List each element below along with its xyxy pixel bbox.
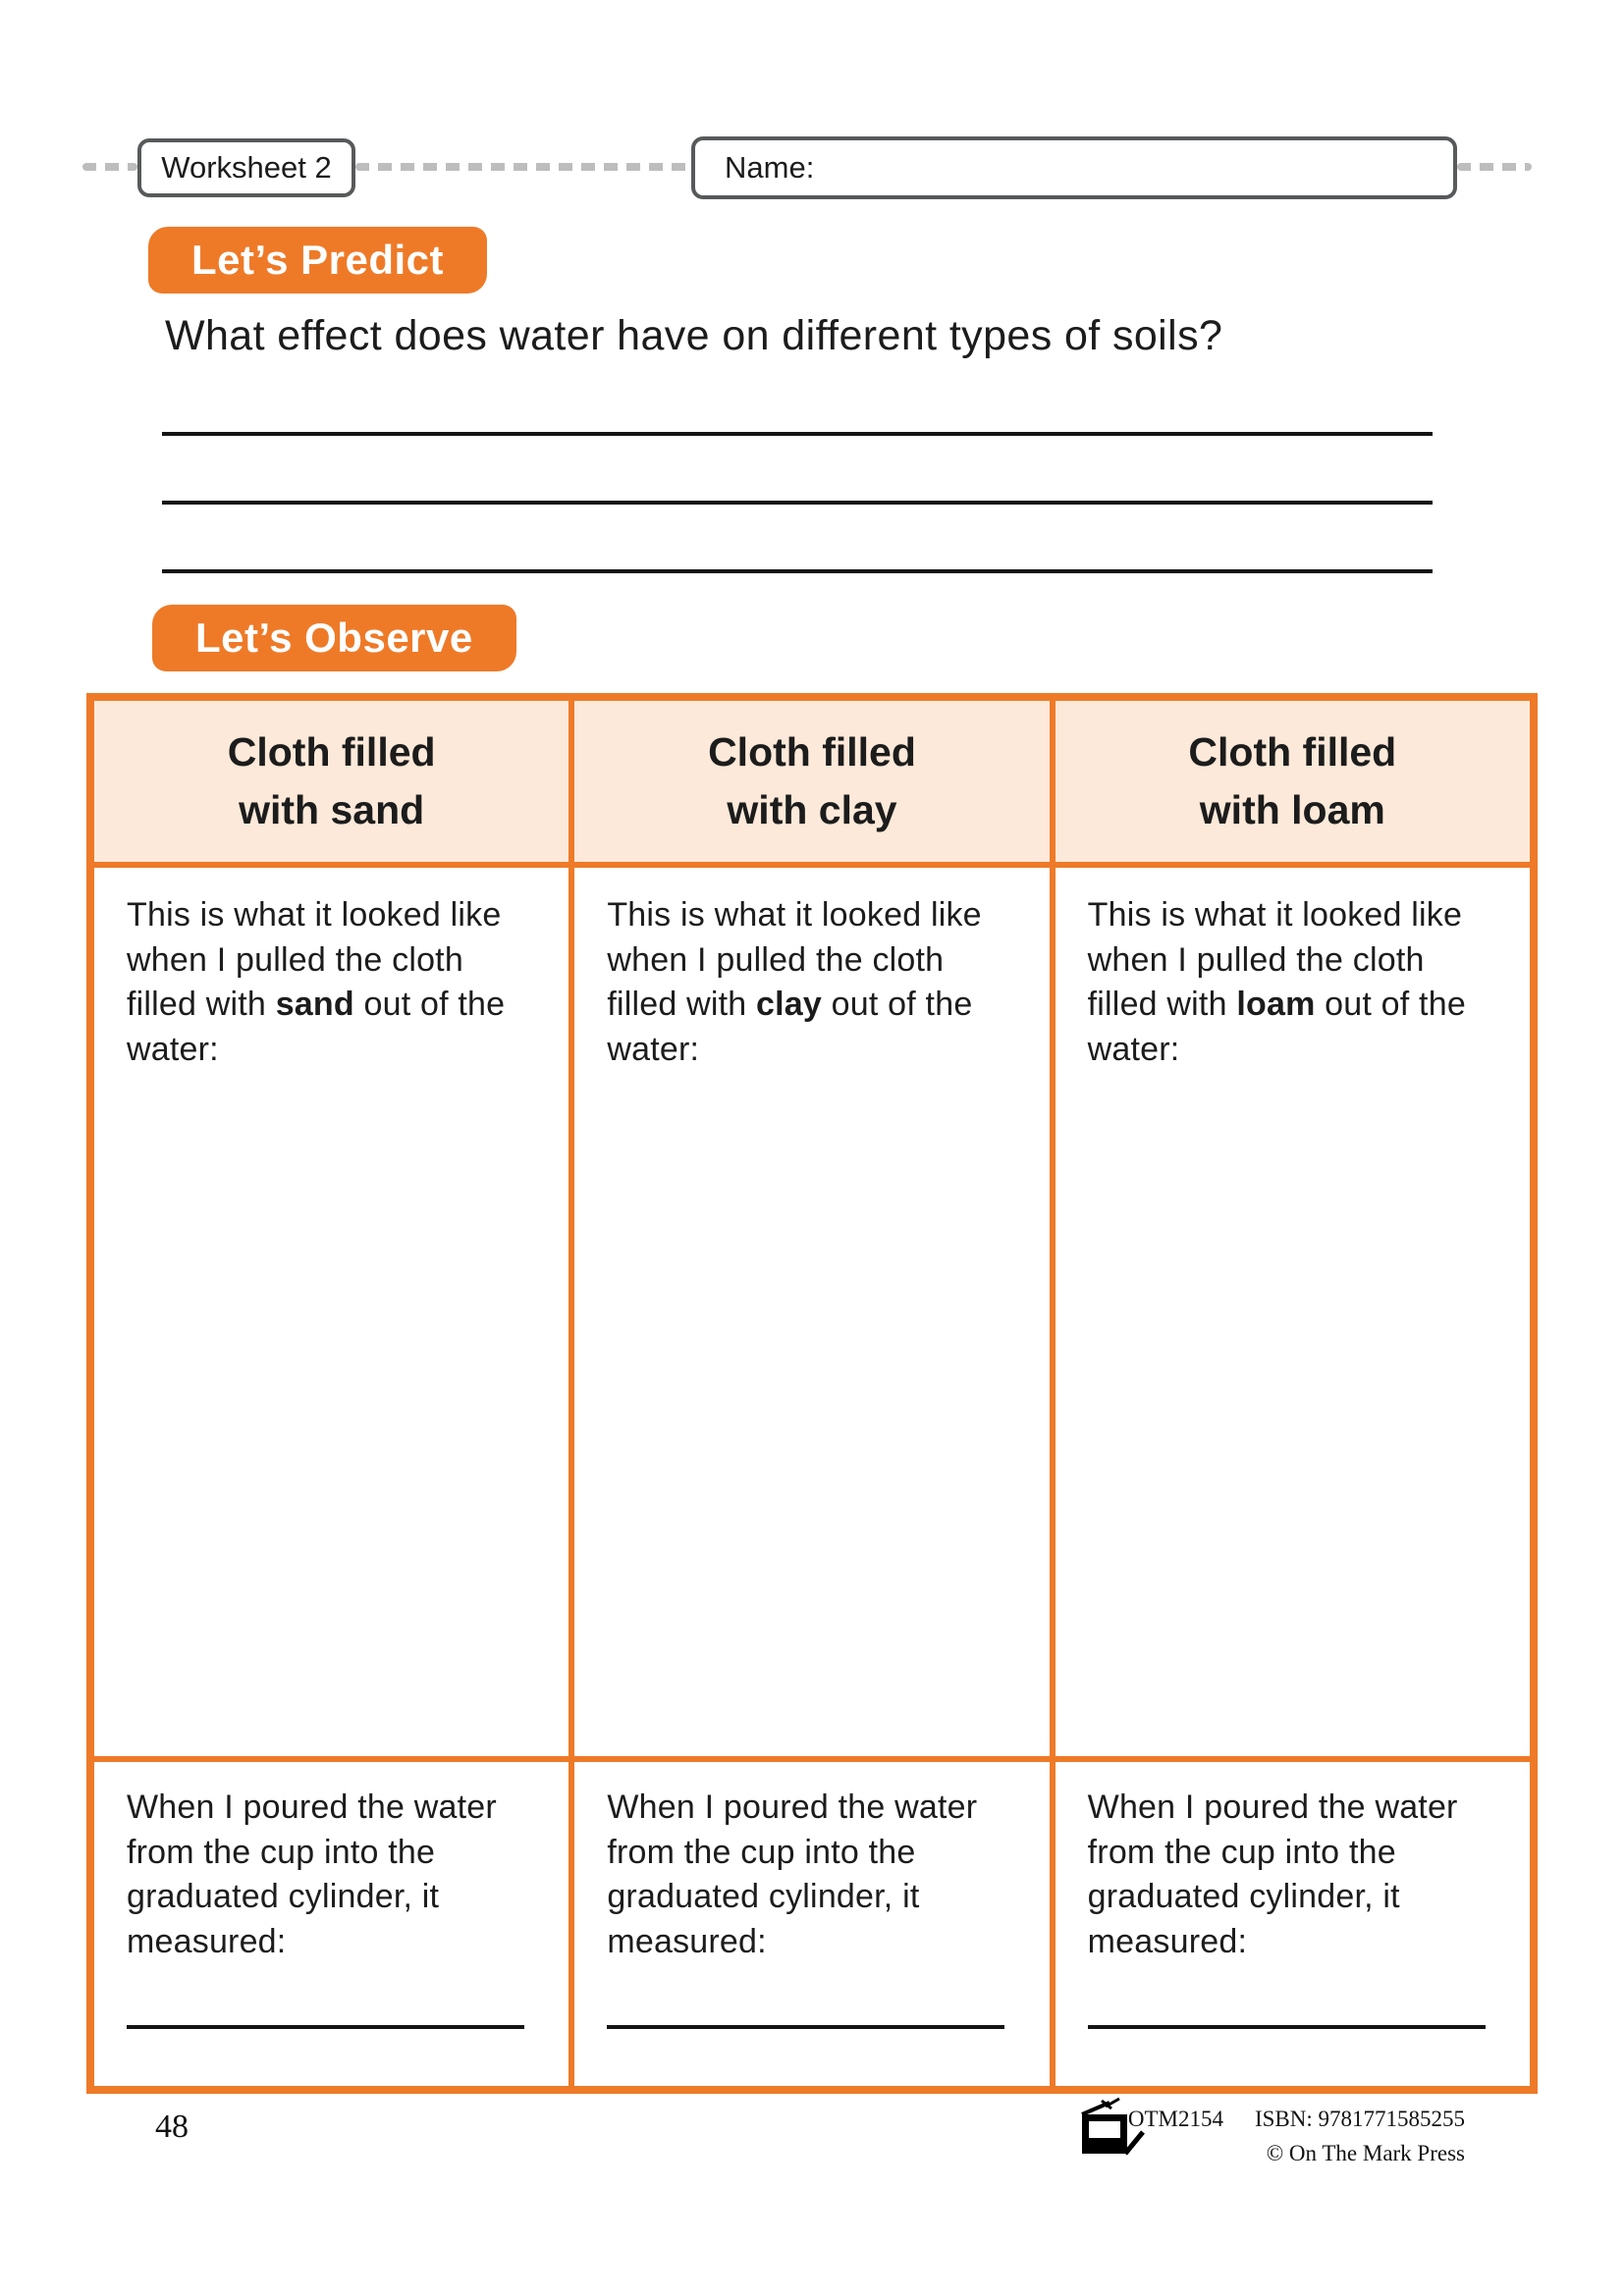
soil-word: sand	[275, 986, 354, 1024]
table-header-sand	[94, 701, 568, 862]
name-label: Name:	[725, 150, 815, 185]
table-header-loam	[1056, 701, 1530, 862]
worksheet-number-box	[137, 138, 355, 197]
observation-cell-sand[interactable]	[94, 868, 568, 1756]
predict-answer-line-2[interactable]	[162, 501, 1433, 505]
lets-predict-badge: Let’s Predict	[148, 227, 487, 294]
page-number: 48	[155, 2109, 189, 2145]
worksheet-number-label: Worksheet 2	[161, 150, 332, 185]
prompt-text: This is what it looked like when I pulled the cloth filled with	[127, 896, 502, 1024]
prompt-text: out of the water:	[127, 986, 506, 1068]
observation-prompt	[1088, 893, 1502, 1072]
footer-credits	[1128, 2103, 1465, 2170]
header-line: Cloth filled	[1188, 728, 1397, 774]
measurement-blank-sand[interactable]	[127, 2025, 524, 2029]
measurement-cell-clay	[574, 1762, 1049, 2086]
measurement-prompt: When I poured the water from the cup into the graduated cylinder, it measured:	[127, 1789, 497, 1960]
footer-code: OTM2154	[1127, 2107, 1223, 2131]
prompt-text: This is what it looked like when I pulled the cloth filled with	[1087, 896, 1463, 1024]
observation-prompt	[127, 893, 541, 1072]
header-dash-middle	[355, 163, 691, 171]
prompt-text: out of the water:	[1087, 986, 1466, 1068]
measurement-cell-sand	[94, 1762, 568, 2086]
name-field[interactable]	[691, 136, 1457, 199]
predict-answer-line-1[interactable]	[162, 432, 1433, 436]
header-dash-right	[1457, 163, 1532, 171]
predict-question: What effect does water have on different types of soils?	[165, 312, 1223, 359]
header-dash-left	[82, 163, 137, 171]
observation-cell-clay[interactable]	[574, 868, 1049, 1756]
header-line: Cloth filled	[227, 728, 436, 774]
prompt-text: This is what it looked like when I pulled the cloth filled with	[607, 896, 982, 1024]
soil-word: clay	[756, 986, 822, 1024]
lets-observe-badge: Let’s Observe	[152, 605, 516, 671]
observation-cell-loam[interactable]	[1056, 868, 1530, 1756]
observation-table	[86, 693, 1538, 2094]
observation-prompt	[607, 893, 1021, 1072]
measurement-blank-clay[interactable]	[607, 2025, 1004, 2029]
measurement-prompt: When I poured the water from the cup into the graduated cylinder, it measured:	[1087, 1789, 1458, 1960]
soil-word: loam	[1236, 986, 1316, 1024]
measurement-cell-loam	[1056, 1762, 1530, 2086]
measurement-prompt: When I poured the water from the cup into the graduated cylinder, it measured:	[607, 1789, 978, 1960]
header-line: Cloth filled	[708, 728, 916, 774]
header-line: with loam	[1199, 787, 1385, 832]
table-header-clay	[574, 701, 1049, 862]
prompt-text: out of the water:	[607, 986, 973, 1068]
header-line: with sand	[239, 787, 425, 832]
measurement-blank-loam[interactable]	[1088, 2025, 1486, 2029]
footer-copyright: © On The Mark Press	[1266, 2140, 1465, 2165]
predict-answer-line-3[interactable]	[162, 569, 1433, 573]
footer-isbn: ISBN: 9781771585255	[1254, 2107, 1465, 2131]
header-line: with clay	[727, 787, 897, 832]
